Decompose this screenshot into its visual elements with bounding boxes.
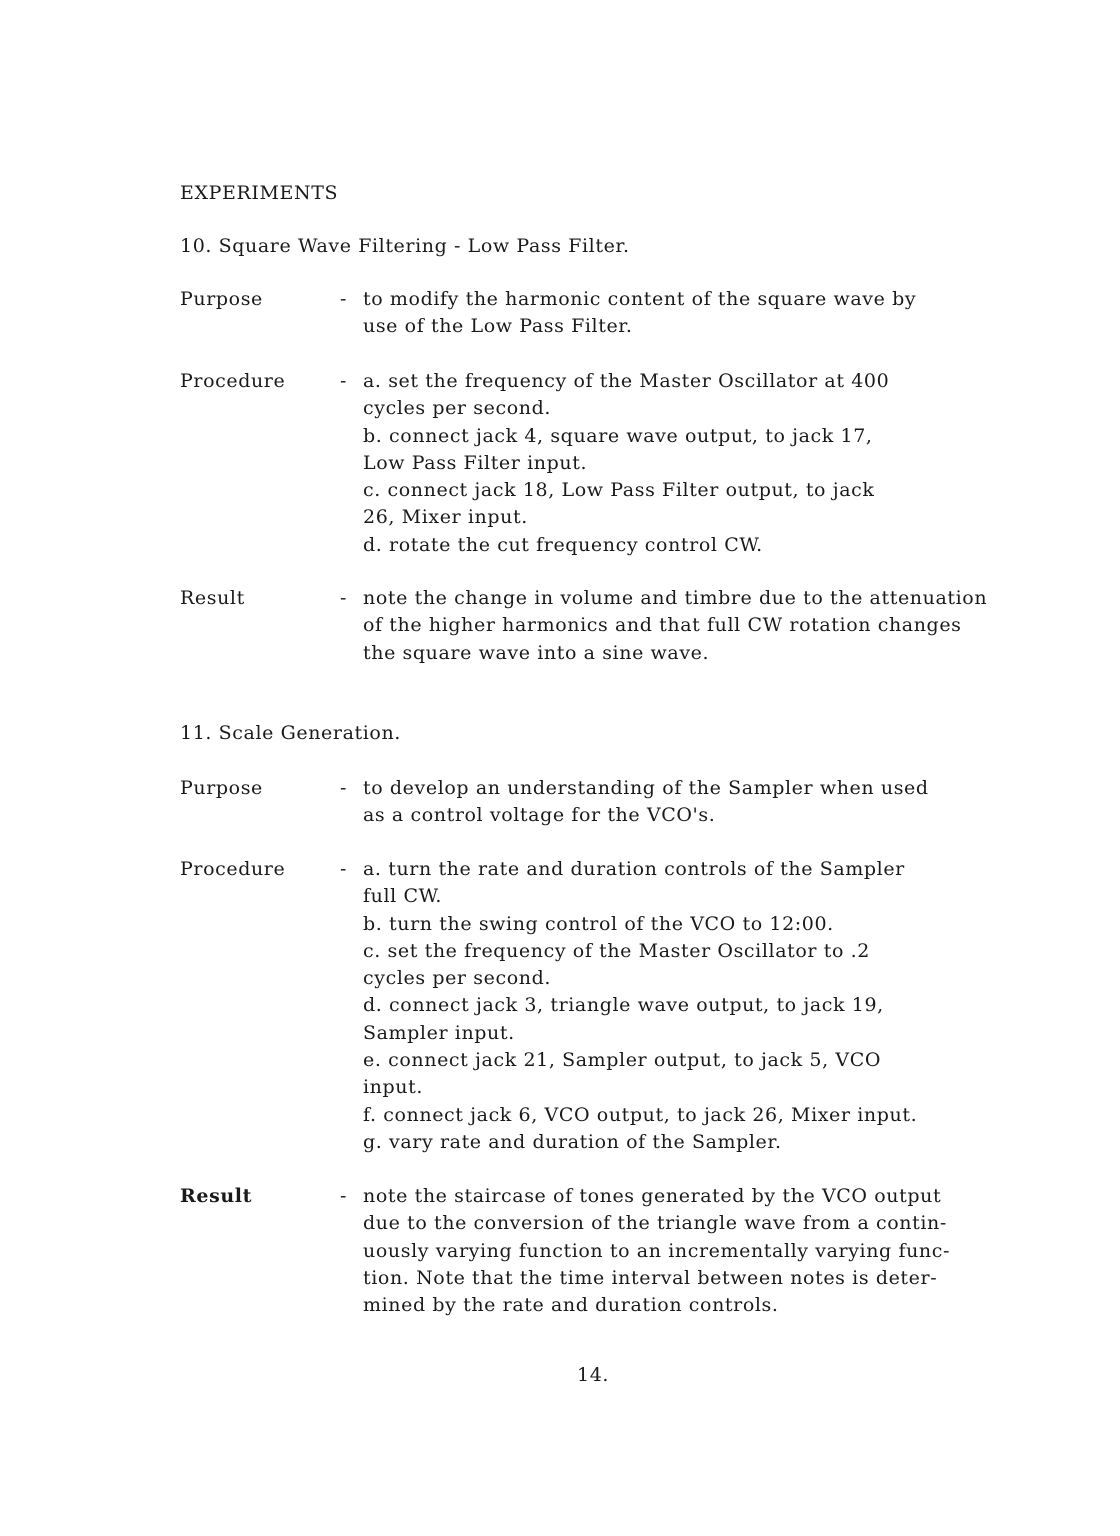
procedure-step: b. connect jack 4, square wave output, to jack 17,	[363, 424, 873, 447]
text-line: mined by the rate and duration controls.	[363, 1294, 779, 1317]
text-line: tion. Note that the time interval between notes is deter-	[363, 1266, 938, 1289]
text-line: uously varying function to an incrementally varying func-	[363, 1239, 951, 1262]
procedure-step: c. connect jack 18, Low Pass Filter output, to jack	[363, 479, 875, 502]
entry-dash: -	[340, 370, 348, 392]
text-line: use of the Low Pass Filter.	[363, 315, 633, 338]
text-line: the square wave into a sine wave.	[363, 641, 710, 664]
text-line: of the higher harmonics and that full CW rotation changes	[363, 614, 962, 637]
text-line: due to the conversion of the triangle wave from a contin-	[363, 1212, 947, 1235]
result-text	[363, 1183, 1090, 1319]
text-line: note the staircase of tones generated by the VCO output	[363, 1185, 942, 1207]
procedure-step: a. set the frequency of the Master Oscillator at 400	[363, 370, 890, 392]
procedure-text	[363, 368, 1090, 559]
procedure-step: Sampler input.	[363, 1021, 515, 1044]
entry-dash: -	[340, 288, 348, 310]
page-number: 14.	[577, 1364, 610, 1386]
procedure-step: d. connect jack 3, triangle wave output, to jack 19,	[363, 994, 884, 1017]
procedure-step: input.	[363, 1076, 423, 1099]
page-heading: EXPERIMENTS	[180, 182, 339, 204]
procedure-label: Procedure	[180, 858, 286, 880]
procedure-step: g. vary rate and duration of the Sampler.	[363, 1130, 782, 1153]
procedure-step: e. connect jack 21, Sampler output, to jack 5, VCO	[363, 1049, 882, 1072]
procedure-label: Procedure	[180, 370, 286, 392]
text-line: as a control voltage for the VCO's.	[363, 804, 716, 827]
entry-dash: -	[340, 587, 348, 609]
result-label: Result	[180, 1185, 252, 1207]
purpose-text	[363, 775, 1090, 830]
entry-dash: -	[340, 777, 348, 799]
text-line: note the change in volume and timbre due to the attenuation	[363, 587, 988, 609]
procedure-step: b. turn the swing control of the VCO to 12:00.	[363, 912, 834, 935]
purpose-label: Purpose	[180, 288, 263, 310]
procedure-step: Low Pass Filter input.	[363, 451, 588, 474]
purpose-text	[363, 286, 1090, 341]
procedure-step: c. set the frequency of the Master Oscillator to .2	[363, 939, 870, 962]
experiment-10-title: 10. Square Wave Filtering - Low Pass Filter.	[180, 235, 630, 257]
procedure-step: d. rotate the cut frequency control CW.	[363, 533, 763, 556]
procedure-step: a. turn the rate and duration controls of the Sampler	[363, 858, 905, 880]
procedure-step: 26, Mixer input.	[363, 506, 528, 529]
procedure-step: full CW.	[363, 885, 443, 908]
text-line: to modify the harmonic content of the square wave by	[363, 288, 917, 310]
result-label: Result	[180, 587, 245, 609]
procedure-step: cycles per second.	[363, 397, 551, 420]
text-line: to develop an understanding of the Sampler when used	[363, 777, 929, 799]
experiment-11-title: 11. Scale Generation.	[180, 722, 401, 744]
procedure-step: cycles per second.	[363, 967, 551, 990]
entry-dash: -	[340, 1185, 348, 1207]
purpose-label: Purpose	[180, 777, 263, 799]
procedure-text	[363, 856, 1090, 1156]
entry-dash: -	[340, 858, 348, 880]
procedure-step: f. connect jack 6, VCO output, to jack 26, Mixer input.	[363, 1103, 918, 1126]
result-text	[363, 585, 1090, 667]
